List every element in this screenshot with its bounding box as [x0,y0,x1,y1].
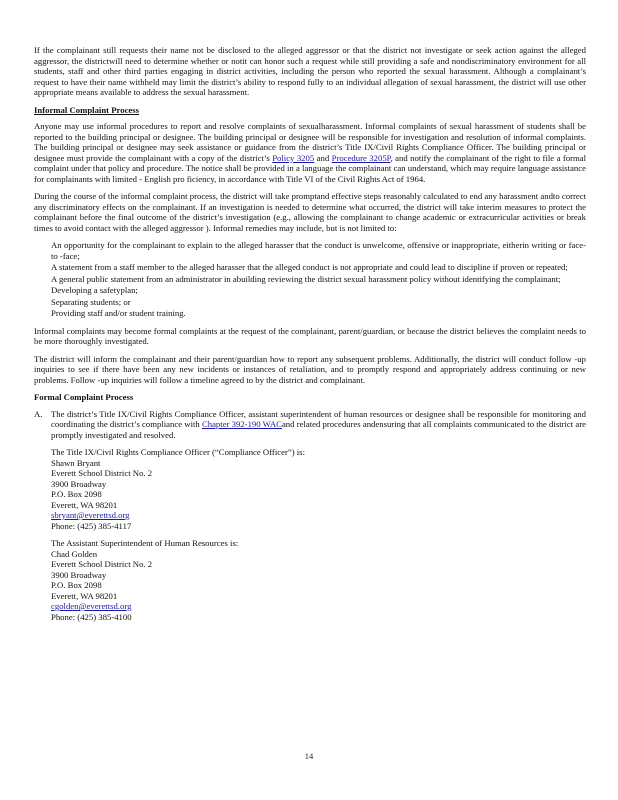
list-item-text: A statement from a staff member to the alleged harasser that the alleged conduct is not appropriate and could lead to discipline if proven or repeated; [51,262,568,272]
contact-city: Everett, WA 98201 [51,499,118,510]
contact-phone: Phone: (425) 385-4100 [51,611,132,622]
list-item [34,262,586,273]
paragraph-complainant-request: If the complainant still requests their name not be disclosed to the alleged aggressor or that the district not investigate or seek action against the alleged aggressor, the districtwill need to determine whether or notit can honor such a request while still providing a safe and nondiscriminatory environment for all students, staff and other third parties engaging in district activities, including the person who reported the sexual harassment. Although a complainant’s request to have their name withheld may limit the district’s ability to respond fully to an individual allegation of sexual harassment, the district will use other appropriate means available to address the sexual harassment. [34,45,586,97]
wac-chapter-link[interactable]: Chapter 392-190 WAC [201,419,282,429]
policy-3205-link[interactable]: Policy 3205 [272,152,315,163]
contact-intro: The Assistant Superintendent of Human Resources is: [51,538,239,548]
contact-org: Everett School District No. 2 [51,468,153,478]
bullet-icon [34,240,51,261]
paragraph-informal-to-formal: Informal complaints may become formal complaints at the request of the complainant, parent/guardian, or because the district believes the complaint needs to be more thoroughly investigated. [34,325,586,346]
item-number: A. [34,408,43,419]
formal-complaint-heading: Formal Complaint Process [34,392,134,402]
contact-street: 3900 Broadway [51,569,107,580]
list-item-text: An opportunity for the complainant to explain to the alleged harasser that the conduct is unwelcome, offensive or inappropriate, eitherin writing or face- to -face; [51,240,586,261]
contact-email-link[interactable]: sbryant@everettsd.org [51,510,130,520]
compliance-officer-contact [51,447,586,531]
contact-phone: Phone: (425) 385-4117 [51,520,132,531]
paragraph-follow-up: The district will inform the complainant and their parent/guardian how to report any subsequent problems. Additionally, the district will conduct follow -up inquiries to see if there have been any new incidents or instances of retaliation, and to promptly respond and appropriately address continuing or new problems. Follow -up inquiries will follow a timeline agreed to by the district and complainant. [34,353,586,385]
procedure-3205p-link[interactable]: Procedure 3205P [331,152,391,163]
item-body [51,409,586,623]
contact-street: 3900 Broadway [51,478,107,489]
list-item [34,285,586,296]
page-number: 14 [304,751,314,761]
bullet-icon [34,274,51,285]
contact-email-link[interactable]: cgolden@everettsd.org [51,601,132,611]
contact-intro: The Title IX/Civil Rights Compliance Officer (“Compliance Officer”) is: [51,447,305,457]
list-item [34,240,586,261]
bullet-icon [34,285,51,296]
contact-org: Everett School District No. 2 [51,559,153,569]
paragraph-informal-procedures [34,121,586,184]
list-item-text: Separating students; or [51,296,131,307]
informal-text-part-1: Anyone may use informal procedures to report and resolve complaints of sexualharassment. Informal complaints of sexual harassment of students shall be reported to the building principal or designee. The building principal or designee will be responsible for investigation and resolution of informal complaints. The building principal or designee may seek assistance or guidance from the district’s Title IX/Civil Rights Compliance Officer. The building principal or designee must provide the complainant with a copy of the district’s [34,121,586,163]
bullet-icon [34,262,51,273]
contact-pobox: P.O. Box 2098 [51,580,102,590]
item-a-text-part-2: and related procedures andensuring that all complaints communicated to the district are promptly investigated and resolved. [51,419,586,440]
list-item [34,274,586,285]
list-item-text: A general public statement from an administrator in abuilding reviewing the district sexual harassment policy without identifying the complainant; [51,273,561,284]
assistant-superintendent-contact [51,538,586,622]
document-page [34,45,586,622]
contact-city: Everett, WA 98201 [51,590,118,601]
item-a-text [51,409,586,441]
informal-text-part-2: , and notify the complainant of the right to file a formal complaint under that policy and procedure. The notice shall be provided in a language the complainant can understand, which may require language assistance for complainants with limited - English pro ficiency, in accordance with Title VI of the Civil Rights Act of 1964. [34,152,587,184]
contact-pobox: P.O. Box 2098 [51,489,102,499]
contact-name: Shawn Bryant [51,457,101,468]
remedies-list [34,240,586,319]
item-a-text-part-1: The district’s Title IX/Civil Rights Compliance Officer, assistant superintendent of human resources or designee shall be responsible for monitoring and coordinating the district’s compliance with [51,408,586,429]
and-text: and [314,152,332,163]
list-item-text: Developing a safetyplan; [51,285,138,295]
paragraph-informal-course: During the course of the informal complaint process, the district will take promptand effective steps reasonably calculated to end any harassment andto correct any discriminatory effects on the complainant. If an investigation is needed to determine what occurred, the district will take interim measures to protect the complainant before the final outcome of the district’s investigation (e.g., allowing the complainant to change academic or extracurricular activities or break times to avoid contact with the alleged aggressor ). Informal remedies may include, but is not limited to: [34,191,586,233]
list-item [34,308,586,319]
bullet-icon [34,308,51,319]
contact-name: Chad Golden [51,548,98,559]
list-item-a [34,409,586,623]
list-item-text: Providing staff and/or student training. [51,308,186,318]
informal-complaint-heading: Informal Complaint Process [34,104,140,115]
bullet-icon [34,297,51,308]
list-item [34,297,586,308]
